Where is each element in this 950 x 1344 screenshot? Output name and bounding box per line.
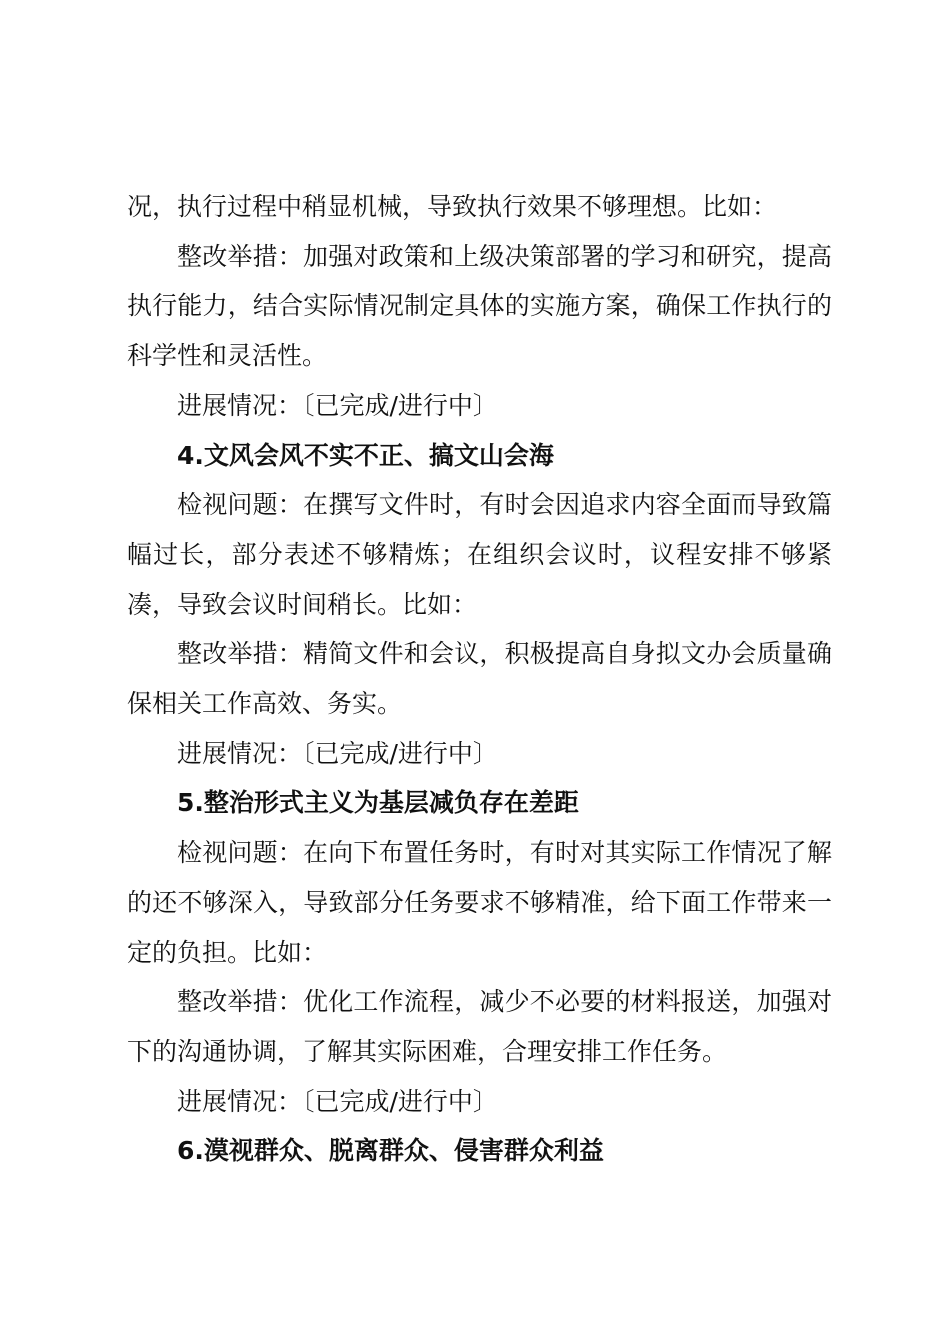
paragraph-progress-status: 进展情况：〔已完成/进行中〕	[177, 738, 498, 768]
section-heading-6: 6.漠视群众、脱离群众、侵害群众利益	[177, 1136, 604, 1166]
paragraph-rectification-measures: 整改举措：优化工作流程，减少不必要的材料报送，加强对下的沟通协调，了解其实际困难，合理安排工作任务。	[127, 987, 832, 1066]
paragraph-continuation: 况，执行过程中稍显机械，导致执行效果不够理想。比如：	[127, 192, 778, 221]
document-body	[127, 182, 832, 1176]
paragraph-rectification-measures: 整改举措：精简文件和会议，积极提高自身拟文办会质量确保相关工作高效、务实。	[127, 639, 832, 719]
paragraph-progress-status: 进展情况：〔已完成/进行中〕	[177, 390, 498, 420]
paragraph-rectification-measures: 整改举措：加强对政策和上级决策部署的学习和研究，提高执行能力，结合实际情况制定具体的实施方案，确保工作执行的科学性和灵活性。	[127, 241, 832, 371]
paragraph-problem-review: 检视问题：在向下布置任务时，有时对其实际工作情况了解的还不够深入，导致部分任务要求不够精准，给下面工作带来一定的负担。比如：	[127, 838, 832, 967]
section-heading-4: 4.文风会风不实不正、搞文山会海	[177, 440, 554, 470]
paragraph-problem-review: 检视问题：在撰写文件时，有时会因追求内容全面而导致篇幅过长，部分表述不够精炼；在组织会议时，议程安排不够紧凑，导致会议时间稍长。比如：	[127, 490, 832, 619]
section-heading-5: 5.整治形式主义为基层减负存在差距	[177, 788, 579, 818]
paragraph-progress-status: 进展情况：〔已完成/进行中〕	[177, 1086, 498, 1116]
